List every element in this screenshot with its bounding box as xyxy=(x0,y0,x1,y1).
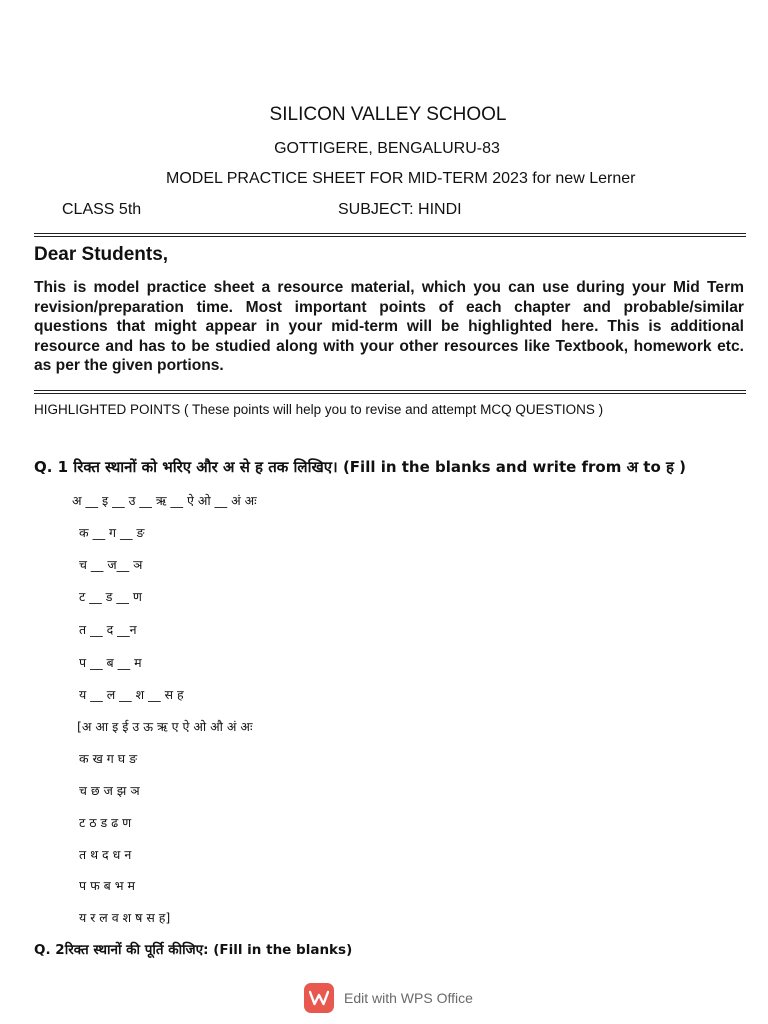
wps-edit-label: Edit with WPS Office xyxy=(344,990,473,1006)
sheet-title: MODEL PRACTICE SHEET FOR MID-TERM 2023 for new Lerner xyxy=(166,170,636,187)
greeting: Dear Students, xyxy=(34,244,169,265)
wps-logo-icon xyxy=(304,983,334,1013)
blank-row-ya: य __ ल __ श __ स ह xyxy=(79,687,184,702)
subject-label: SUBJECT: HINDI xyxy=(338,201,462,218)
question-2: Q. 2रिक्त स्थानों की पूर्ति कीजिए: (Fill in the blanks) xyxy=(34,942,353,958)
blank-row-pa: प __ ब __ म xyxy=(79,655,142,670)
answer-row-ta-dental: त थ द ध न xyxy=(79,847,132,862)
answer-row-ta-retroflex: ट ठ ड ढ ण xyxy=(79,815,132,830)
blank-row-ta-retroflex: ट __ ड __ ण xyxy=(79,589,142,604)
header-divider xyxy=(34,233,746,237)
blank-row-ta-dental: त __ द __न xyxy=(79,622,137,637)
class-label: CLASS 5th xyxy=(62,201,142,218)
intro-divider xyxy=(34,390,746,394)
highlighted-points-heading: HIGHLIGHTED POINTS ( These points will help you to revise and attempt MCQ QUESTIONS ) xyxy=(34,402,604,417)
blank-row-vowels: अ __ इ __ उ __ ऋ __ ऐ ओ __ अं अः xyxy=(72,493,257,508)
answer-row-ya: य र ल व श ष स ह] xyxy=(79,910,171,925)
school-address: GOTTIGERE, BENGALURU-83 xyxy=(274,140,500,157)
edit-with-wps-link[interactable] xyxy=(304,982,473,1014)
blank-row-ka: क __ ग __ ङ xyxy=(79,525,145,540)
answer-row-cha: च छ ज झ ञ xyxy=(79,783,140,798)
answer-row-pa: प फ ब भ म xyxy=(79,878,136,893)
school-name: SILICON VALLEY SCHOOL xyxy=(269,104,507,125)
blank-row-cha: च __ ज__ ञ xyxy=(79,557,143,572)
answer-row-vowels: [अ आ इ ई उ ऊ ऋ ए ऐ ओ औ अं अः xyxy=(77,719,253,734)
intro-paragraph: This is model practice sheet a resource material, which you can use during your Mid Term revision/preparation time. Most important points of each chapter and probable/similar questions that might appear in your mid-term will be highlighted here. This is additional resource and has to be studied along with your other resources like Textbook, homework etc. as per the given portions. xyxy=(34,279,744,375)
answer-row-ka: क ख ग घ ङ xyxy=(79,751,138,766)
question-1: Q. 1 रिक्त स्थानों को भरिए और अ से ह तक लिखिए। (Fill in the blanks and write from अ to ह ) xyxy=(34,458,687,476)
